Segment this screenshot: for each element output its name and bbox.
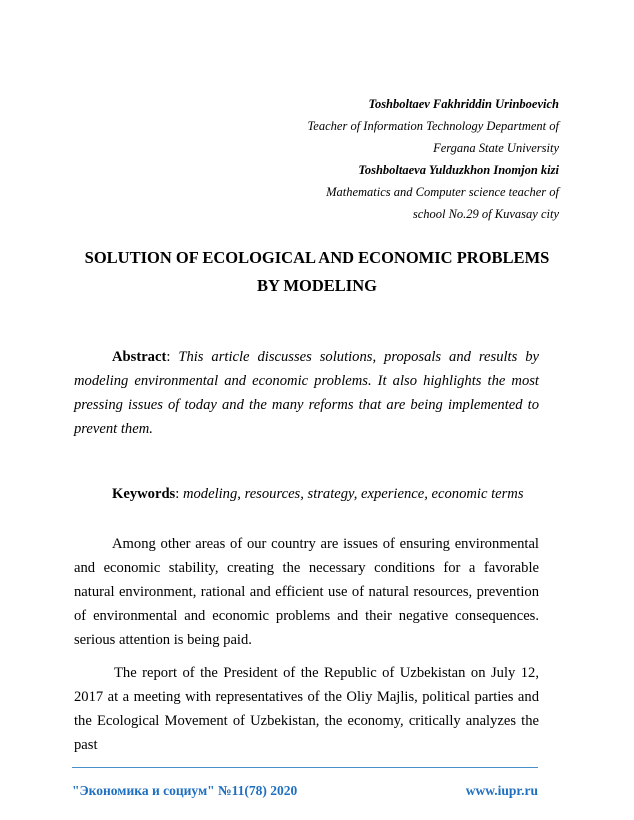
abstract: Abstract: This article discusses solutions, proposals and results by modeling environmental and economic problems. It also highlights the most pressing issues of today and the many reforms that are being implemented to prevent them. [74,349,540,437]
abstract-text: This article discusses solutions, proposals and results by modeling environmental and economic problems. It also highlights the most pressing issues of today and the many reforms that are being implemented to prevent them. [74,349,540,437]
article-title [60,244,574,300]
footer-divider [72,767,538,768]
keywords-label: Keywords [112,486,176,502]
abstract-label: Abstract [112,349,167,365]
journal-name: "Экономика и социум" №11(78) 2020 [72,783,298,798]
author-name: Toshboltaev Fakhriddin Urinboevich [368,97,559,111]
author-name: Toshboltaeva Yulduzkhon Inomjon kizi [358,163,559,177]
keywords: Keywords: modeling, resources, strategy, experience, economic terms [112,486,524,502]
author-affiliation: school No.29 of Kuvasay city [412,207,559,221]
title-line: BY MODELING [257,276,377,295]
title-line: SOLUTION OF ECOLOGICAL AND ECONOMIC PROBLEMS [84,248,550,267]
website-link[interactable]: www.iupr.ru [465,783,538,798]
body-paragraph: The report of the President of the Republic of Uzbekistan on July 12, 2017 at a meeting with representatives of the Oliy Majlis, political parties and the Ecological Movement of Uzbekistan, the economy, critically analyzes the past [74,665,539,753]
author-block [308,93,560,225]
author-affiliation: Mathematics and Computer science teacher of [326,185,559,199]
author-affiliation: Teacher of Information Technology Department of [307,119,559,133]
author-affiliation: Fergana State University [433,141,559,155]
footer [72,783,538,799]
body-paragraph: Among other areas of our country are issues of ensuring environmental and economic stability, creating the necessary conditions for a favorable natural environment, rational and efficient use of natural resources, prevention of environmental and economic problems and their negative consequences. serious attention is being paid. [74,536,539,648]
keywords-text: modeling, resources, strategy, experience, economic terms [182,486,524,502]
